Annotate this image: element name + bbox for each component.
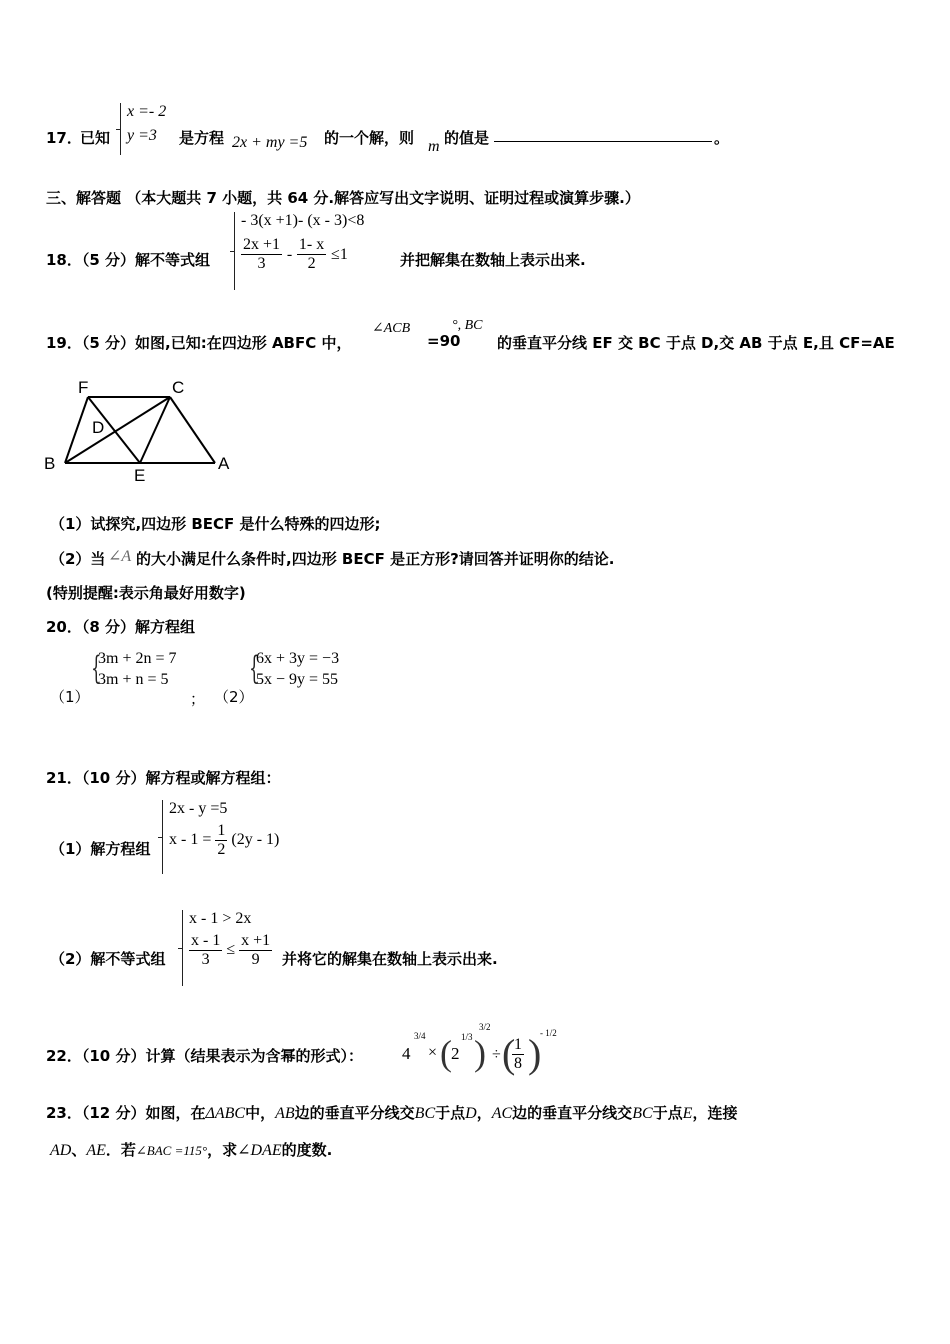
q19-part-2a: （2）当 xyxy=(50,550,106,568)
q23-t4: ， xyxy=(476,1104,492,1122)
q22-label: 22．（10 分）计算（结果表示为含幂的形式）： xyxy=(46,1047,363,1065)
q23-t11: 的度数. xyxy=(281,1141,333,1159)
q23-ad: AD xyxy=(50,1142,72,1159)
q23-t10: ，求 xyxy=(207,1141,238,1159)
q22-paren-close-2: ) xyxy=(528,1031,542,1076)
q19-part-2b: 的大小满足什么条件时,四边形 BECF 是正方形?请回答并证明你的结论. xyxy=(136,550,615,568)
q18-system xyxy=(234,212,364,290)
q21-le: ≤ xyxy=(226,941,236,959)
q17-equation: 2x + my =5 xyxy=(232,134,308,151)
q21-s1-line2-left: x - 1 = xyxy=(169,831,212,849)
q22-paren-open: ( xyxy=(440,1033,452,1073)
label-c: C xyxy=(172,378,185,397)
q22-paren-open-2: ( xyxy=(502,1031,516,1076)
q18-line1: - 3(x +1)- (x - 3)<8 xyxy=(241,212,365,229)
q20-sys2-line1: 6x + 3y = −3 xyxy=(256,650,340,667)
q23-ab: AB xyxy=(275,1105,295,1122)
q17-answer-blank[interactable] xyxy=(494,127,712,146)
q19-angle: ∠ACB xyxy=(372,321,411,336)
q20-separator: ； xyxy=(190,690,206,708)
q22-fraction: $\frac{1}{8}$ xyxy=(514,1036,522,1072)
q18-minus: - xyxy=(286,246,293,263)
q18-line2 xyxy=(241,236,364,273)
q22-exp-1: 3/4 xyxy=(414,1031,426,1041)
q23-t5: 边的垂直平分线交 xyxy=(512,1104,633,1122)
q22-paren-close: ) xyxy=(474,1033,486,1073)
q17-variable: m xyxy=(428,138,440,155)
q21-s1-line1: 2x - y =5 xyxy=(169,800,228,817)
q19-eq90: =90 xyxy=(427,332,461,350)
q18-label: 18．（5 分）解不等式组 xyxy=(46,251,211,269)
q22-base-4: 4 xyxy=(402,1044,411,1063)
q21-s2-line1: x - 1 > 2x xyxy=(189,910,252,927)
q19-figure xyxy=(40,375,240,485)
q19-label: 19．（5 分）如图,已知:在四边形 ABFC 中， xyxy=(46,334,352,352)
q20-sys1-line2: 3m + n = 5 xyxy=(98,671,169,688)
q23-t9: ．若 xyxy=(105,1141,136,1159)
q21-system-1 xyxy=(162,800,279,874)
q23-t7: ，连接 xyxy=(692,1104,738,1122)
q23-bc: BC xyxy=(414,1105,436,1122)
q20-sys1-line1: 3m + 2n = 7 xyxy=(98,650,177,667)
q21-system-2 xyxy=(182,910,272,986)
q19-note: (特别提醒:表示角最好用数字) xyxy=(46,584,246,602)
q18-tail: 并把解集在数轴上表示出来. xyxy=(400,251,586,269)
q17-system-line2: y =3 xyxy=(127,127,157,144)
label-b: B xyxy=(44,454,56,473)
q23-t3: 于点 xyxy=(435,1104,466,1122)
q21-s1-line2 xyxy=(169,822,279,859)
q19-tail: 的垂直平分线 EF 交 BC 于点 D,交 AB 于点 E,且 CF=AE xyxy=(497,334,895,352)
q20-brace-2: { xyxy=(249,649,260,687)
q21-part-2-label: （2）解不等式组 xyxy=(50,950,166,968)
q22-base-2: 2 xyxy=(451,1044,460,1063)
q18-fraction-2: $\frac{1- x}{2}$ xyxy=(298,236,325,272)
q22-exp-outer: 3/2 xyxy=(479,1022,491,1032)
q17-number: 17． xyxy=(46,129,82,147)
q19-part-1: （1）试探究,四边形 BECF 是什么特殊的四边形; xyxy=(50,515,381,533)
q17-text-4: 的值是 xyxy=(444,129,490,147)
q17-system-line1: x =- 2 xyxy=(127,103,167,120)
q23-ac: AC xyxy=(491,1105,513,1122)
label-d: D xyxy=(92,418,105,437)
q23-line-2 xyxy=(50,1139,332,1160)
q23-bc2: BC xyxy=(632,1105,653,1122)
q23-line-1 xyxy=(46,1102,737,1123)
q20-brace-1: { xyxy=(91,649,102,687)
q18-le: ≤1 xyxy=(331,246,348,263)
label-e: E xyxy=(134,466,146,485)
label-a: A xyxy=(218,454,230,473)
q21-s2-line2 xyxy=(189,932,272,969)
q21-fraction-right: $\frac{x +1}{9}$ xyxy=(241,932,271,968)
q17-end: 。 xyxy=(714,129,730,147)
q20-sys2-line2: 5x − 9y = 55 xyxy=(256,671,339,688)
q21-tail: 并将它的解集在数轴上表示出来. xyxy=(282,950,498,968)
q21-s1-line2-right: (2y - 1) xyxy=(231,831,280,849)
q23-d: D xyxy=(465,1105,477,1122)
q21-part-1-label: （1）解方程组 xyxy=(50,840,151,858)
segment-bf xyxy=(65,397,88,463)
section-3-heading: 三、解答题 （本大题共 7 小题，共 64 分.解答应写出文字说明、证明过程或演算步骤.） xyxy=(46,189,640,207)
q23-t8: 、 xyxy=(71,1141,87,1159)
q18-fraction-1: $\frac{2x +1}{3}$ xyxy=(243,236,281,272)
q23-ae: AE xyxy=(86,1142,106,1159)
q21-half: $\frac{1}{2}$ xyxy=(217,822,226,858)
label-f: F xyxy=(78,378,89,397)
q20-part-1-label: （1） xyxy=(50,688,90,706)
q19-part-2-angle: ∠A xyxy=(108,548,132,565)
q19-degree-bc: °, BC xyxy=(452,318,483,333)
q17-text-3: 的一个解，则 xyxy=(324,129,415,147)
q17-system xyxy=(120,103,166,155)
q20-label: 20．（8 分）解方程组 xyxy=(46,618,196,636)
q23-label: 23．（12 分）如图，在 xyxy=(46,1104,206,1122)
q21-label: 21．（10 分）解方程或解方程组： xyxy=(46,769,281,787)
q23-triangle: ΔABC xyxy=(205,1105,246,1122)
q22-times: × xyxy=(428,1044,438,1061)
segment-ca xyxy=(170,397,215,463)
q23-t1: 中， xyxy=(245,1104,276,1122)
q21-fraction-left: $\frac{x - 1}{3}$ xyxy=(191,932,221,968)
q17-text-1: 已知 xyxy=(80,129,111,147)
q22-divide: ÷ xyxy=(492,1046,501,1063)
q23-t2: 边的垂直平分线交 xyxy=(294,1104,415,1122)
q20-part-2-label: （2） xyxy=(214,688,254,706)
q17-text-2: 是方程 xyxy=(179,129,225,147)
q22-exp-3: - 1/2 xyxy=(540,1028,557,1038)
q23-angle-bac: ∠BAC =115° xyxy=(135,1143,208,1158)
q22-exp-2: 1/3 xyxy=(461,1032,473,1042)
q23-angle-dae: ∠DAE xyxy=(237,1142,282,1159)
q23-e: E xyxy=(682,1105,693,1122)
q23-t6: 于点 xyxy=(652,1104,683,1122)
